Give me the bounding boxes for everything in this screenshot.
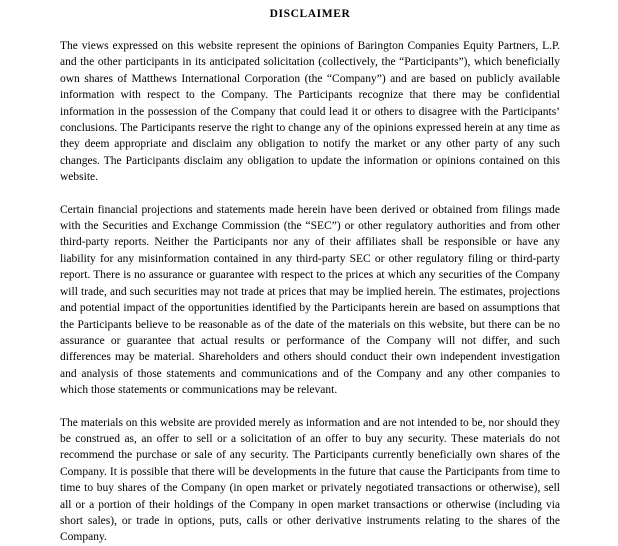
paragraph-opinions-disclaimer: The views expressed on this website represent the opinions of Barington Companies Equity Partners, L.P. and the other participants in its anticipated solicitation (collectively, the “Participants”), which beneficially own shares of Matthews International Corporation (the “Company”) and are based on publicly available information with respect to the Company. The Participants recognize that there may be confidential information in the possession of the Company that could lead it or others to disagree with the Participants’ conclusions. The Participants reserve the right to change any of the opinions expressed herein at any time as they deem appropriate and disclaim any obligation to notify the market or any other party of any such changes. The Participants disclaim any obligation to update the information or opinions contained on this website. [60,40,560,184]
page-title: DISCLAIMER [269,8,351,20]
paragraph-projections-disclaimer: Certain financial projections and statements made herein have been derived or obtained from filings made with the Securities and Exchange Commission (the “SEC”) or other regulatory authorities and from other third-party reports. Neither the Participants nor any of their affiliates shall be responsible or have any liability for any misinformation contained in any third-party SEC or other regulatory filing or third-party report. There is no assurance or guarantee with respect to the prices at which any securities of the Company will trade, and such securities may not trade at prices that may be implied herein. The estimates, projections and potential impact of the opportunities identified by the Participants herein are based on assumptions that the Participants believe to be reasonable as of the date of the materials on this website, but there can be no assurance or guarantee that actual results or performance of the Company will not differ, and such differences may be material. Shareholders and others should conduct their own independent investigation and analysis of those statements and communications and of the Company and any other companies to which those statements or communications may be relevant. [60,203,560,397]
paragraph-no-offer-disclaimer: The materials on this website are provided merely as information and are not intended to be, nor should they be construed as, an offer to sell or a solicitation of an offer to buy any security. These materials do not recommend the purchase or sale of any security. The Participants currently beneficially own shares of the Company. It is possible that there will be developments in the future that cause the Participants from time to time to buy shares of the Company (in open market or privately negotiated transactions or otherwise), sell all or a portion of their holdings of the Company in open market transactions or otherwise (including via short sales), or trade in options, puts, calls or other derivative instruments relating to the shares of the Company. [60,416,560,544]
